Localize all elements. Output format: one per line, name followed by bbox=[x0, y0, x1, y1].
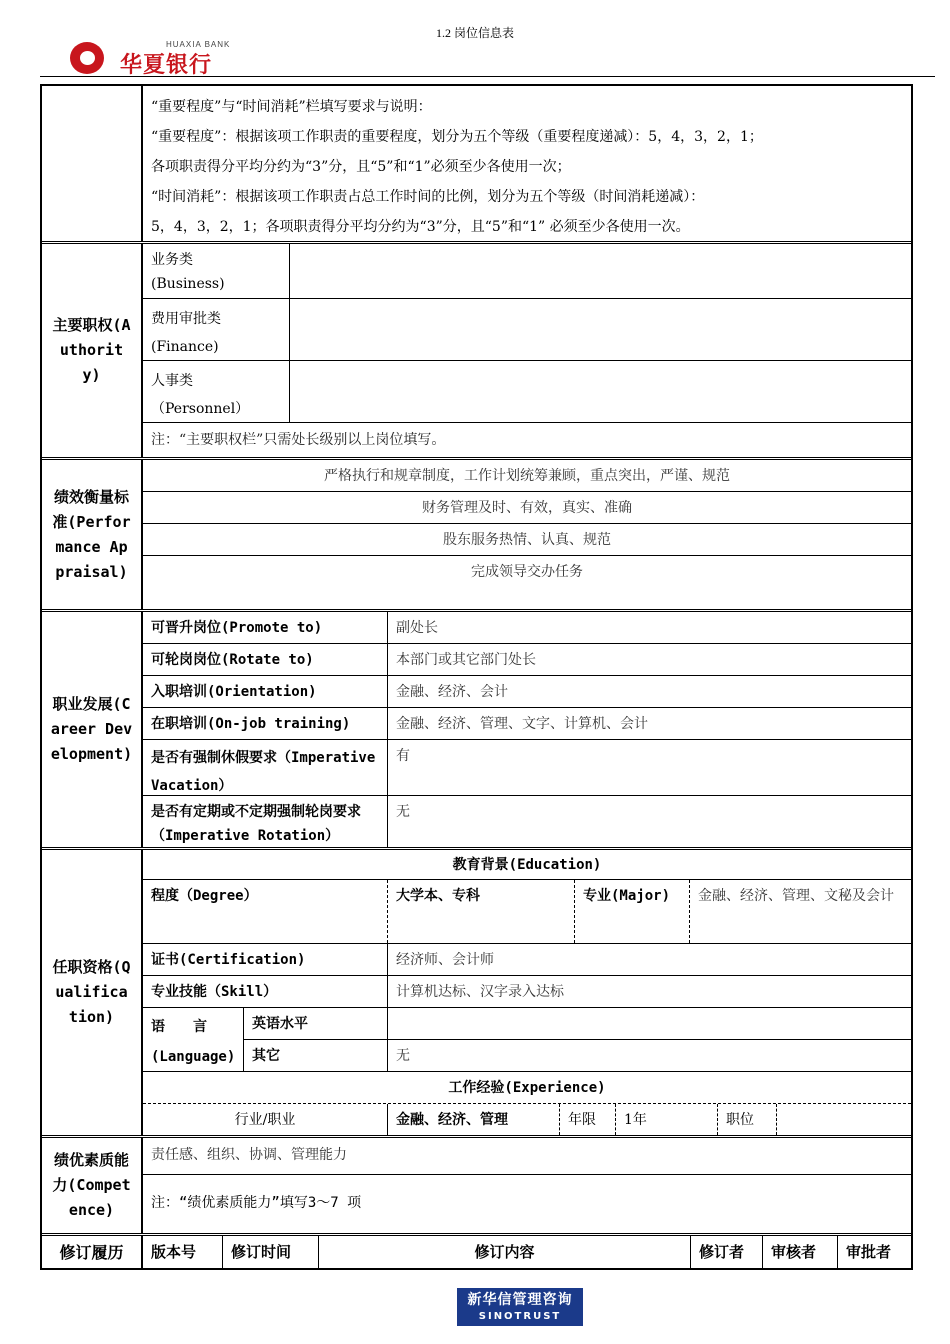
qualification-section bbox=[42, 850, 911, 1138]
career-row: 在职培训(On-job training) 金融、经济、管理、文字、计算机、会计 bbox=[143, 708, 911, 740]
competence-label: 绩优素质能力(Competence) bbox=[42, 1138, 143, 1233]
competence-section bbox=[42, 1138, 911, 1236]
revision-col: 审核者 bbox=[763, 1236, 838, 1268]
skill-row: 专业技能（Skill） 计算机达标、汉字录入达标 bbox=[143, 976, 911, 1008]
language-label: 语 言 (Language) bbox=[143, 1008, 244, 1071]
intro-line: 各项职责得分平均分约为“3”分，且“5”和“1”必须至少各使用一次； bbox=[151, 159, 571, 175]
performance-label: 绩效衡量标准(Performance Appraisal) bbox=[42, 460, 143, 609]
header-divider bbox=[40, 76, 935, 77]
language-row: 语 言 (Language) 英语水平 其它 无 bbox=[143, 1008, 911, 1072]
revision-col: 修订内容 bbox=[319, 1236, 691, 1268]
revision-col: 审批者 bbox=[846, 1243, 892, 1261]
revision-label: 修订履历 bbox=[42, 1236, 143, 1268]
authority-type: 费用审批类 (Finance) bbox=[143, 299, 290, 360]
sinotrust-logo: 新华信管理咨询 SINOTRUST bbox=[457, 1288, 583, 1326]
logo-chinese: 华夏银行 bbox=[120, 53, 213, 78]
revision-col: 修订时间 bbox=[223, 1236, 319, 1268]
authority-value[interactable] bbox=[290, 361, 911, 422]
authority-row-finance bbox=[143, 299, 911, 361]
authority-label: 主要职权(Authority) bbox=[42, 244, 143, 457]
competence-value-row: 责任感、组织、协调、管理能力 bbox=[143, 1138, 911, 1175]
intro-text bbox=[151, 92, 903, 242]
authority-type: 业务类 (Business) bbox=[143, 244, 290, 298]
logo-english: HUAXIA BANK bbox=[166, 40, 231, 49]
huaxia-bank-logo bbox=[70, 40, 240, 76]
career-row: 入职培训(Orientation) 金融、经济、会计 bbox=[143, 676, 911, 708]
bank-logo-icon bbox=[70, 42, 104, 74]
job-info-form bbox=[40, 84, 913, 1270]
performance-item: 严格执行和规章制度，工作计划统筹兼顾，重点突出，严谨、规范 bbox=[143, 460, 911, 492]
intro-line: “时间消耗”：根据该项工作职责占总工作时间的比例，划分为五个等级（时间消耗递减）： bbox=[151, 189, 705, 205]
authority-note-row bbox=[143, 423, 911, 457]
revision-col: 版本号 bbox=[143, 1236, 223, 1268]
revision-section bbox=[42, 1236, 911, 1268]
experience-row: 行业/职业 金融、经济、管理 年限 1年 职位 bbox=[143, 1104, 911, 1135]
intro-label-cell bbox=[42, 86, 143, 241]
career-row: 可晋升岗位(Promote to) 副处长 bbox=[143, 612, 911, 644]
certification-row: 证书(Certification) 经济师、会计师 bbox=[143, 944, 911, 976]
career-row: 可轮岗岗位(Rotate to) 本部门或其它部门处长 bbox=[143, 644, 911, 676]
performance-section bbox=[42, 460, 911, 612]
authority-note: 注：“主要职权栏”只需处长级别以上岗位填写。 bbox=[151, 432, 446, 448]
experience-title-row: 工作经验(Experience) bbox=[143, 1072, 911, 1104]
competence-note-row: 注：“绩优素质能力”填写3～7 项 bbox=[151, 1195, 362, 1211]
career-section bbox=[42, 612, 911, 850]
authority-value[interactable] bbox=[290, 244, 911, 298]
performance-item: 股东服务热情、认真、规范 bbox=[143, 524, 911, 556]
intro-line: “重要程度”与“时间消耗”栏填写要求与说明： bbox=[151, 99, 432, 115]
authority-type: 人事类 （Personnel） bbox=[143, 361, 290, 422]
performance-item: 完成领导交办任务 bbox=[471, 564, 583, 580]
authority-section bbox=[42, 244, 911, 460]
career-label: 职业发展(Career Development) bbox=[42, 612, 143, 847]
education-title-row: 教育背景(Education) bbox=[143, 850, 911, 880]
intro-line: “重要程度”：根据该项工作职责的重要程度，划分为五个等级（重要程度递减）：5，4，3，2，1； bbox=[151, 129, 763, 145]
intro-section bbox=[42, 86, 911, 244]
career-row: 是否有强制休假要求（Imperative Vacation） 有 bbox=[143, 740, 911, 796]
page-header-title: 1.2 岗位信息表 bbox=[435, 26, 514, 40]
performance-item: 财务管理及时、有效，真实、准确 bbox=[143, 492, 911, 524]
authority-row-personnel bbox=[143, 361, 911, 423]
revision-col: 修订者 bbox=[691, 1236, 763, 1268]
qualification-label: 任职资格(Qualification) bbox=[42, 850, 143, 1135]
career-row: 是否有定期或不定期强制轮岗要求（Imperative Rotation） 无 bbox=[143, 796, 911, 847]
authority-value[interactable] bbox=[290, 299, 911, 360]
authority-row-business bbox=[143, 244, 911, 299]
education-row: 程度（Degree） 大学本、专科 专业(Major) 金融、经济、管理、文秘及会计 bbox=[143, 880, 911, 944]
intro-line: 5，4，3，2，1；各项职责得分平均分约为“3”分，且“5”和“1” 必须至少各使用一次。 bbox=[151, 219, 690, 235]
